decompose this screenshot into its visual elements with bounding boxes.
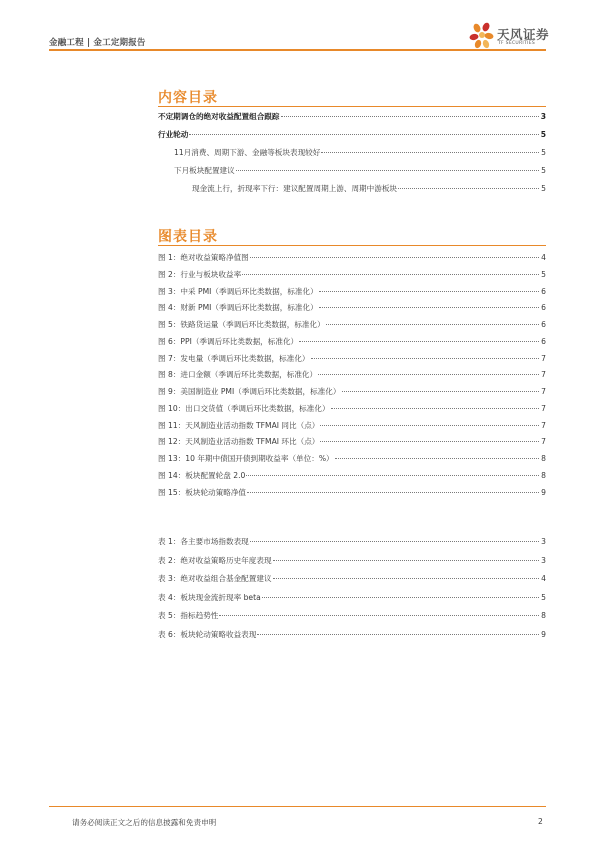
toc-entry-text: 行业轮动 bbox=[158, 130, 189, 139]
toc-leader bbox=[342, 391, 540, 392]
toc-entry-text: 图 1：绝对收益策略净值图 bbox=[158, 253, 249, 262]
toc-page-number: 8 bbox=[541, 470, 546, 480]
toc-entry-text: 图 6：PPI（季调后环比类数据，标准化） bbox=[158, 336, 299, 346]
toc-page-number: 6 bbox=[541, 303, 546, 313]
toc-leader bbox=[326, 324, 539, 325]
toc-page-number: 9 bbox=[541, 629, 546, 639]
toc-page-number: 7 bbox=[541, 353, 546, 363]
toc-leader bbox=[250, 257, 539, 258]
toc-entry[interactable] bbox=[174, 165, 546, 177]
toc-entry[interactable] bbox=[158, 436, 546, 448]
toc-entry-text: 下月板块配置建议 bbox=[174, 166, 235, 175]
footer-divider bbox=[49, 806, 546, 807]
company-logo bbox=[468, 22, 563, 50]
toc-entry[interactable] bbox=[158, 470, 546, 482]
toc-entry-text: 表 2：绝对收益策略历史年度表现 bbox=[158, 555, 272, 565]
toc-leader bbox=[273, 560, 540, 561]
toc-page-number: 6 bbox=[541, 336, 546, 346]
toc-leader bbox=[273, 578, 540, 579]
toc-entry-text: 图 9：美国制造业 PMI（季调后环比类数据，标准化） bbox=[158, 387, 341, 396]
toc-entry[interactable] bbox=[158, 573, 546, 585]
toc-page-number: 7 bbox=[541, 437, 546, 447]
toc-page-number: 3 bbox=[540, 112, 546, 121]
toc-page-number: 7 bbox=[541, 420, 546, 430]
toc-entry-text: 表 4：板块现金流折现率 beta bbox=[158, 592, 261, 602]
toc-entry[interactable] bbox=[158, 302, 546, 314]
toc-page-number: 3 bbox=[541, 555, 546, 565]
toc-leader bbox=[247, 492, 539, 493]
toc-entry-text: 图 3：中采 PMI（季调后环比类数据，标准化） bbox=[158, 286, 318, 296]
toc-page-number: 8 bbox=[541, 454, 546, 463]
toc-entry[interactable] bbox=[158, 629, 546, 641]
report-category: 金融工程 | 金工定期报告 bbox=[49, 38, 146, 48]
toc-leader bbox=[331, 408, 540, 409]
toc-entry-text: 图 7：发电量（季调后环比类数据，标准化） bbox=[158, 353, 310, 363]
toc-leader bbox=[299, 341, 539, 342]
toc-leader bbox=[320, 441, 539, 442]
page-number: 2 bbox=[538, 817, 543, 826]
toc-leader bbox=[311, 358, 540, 359]
toc-page-number: 4 bbox=[541, 574, 546, 583]
toc-page-number: 9 bbox=[541, 487, 546, 497]
toc-page-number: 5 bbox=[540, 130, 546, 139]
toc-entry[interactable] bbox=[158, 319, 546, 331]
toc-page-number: 7 bbox=[541, 403, 546, 413]
toc-page-number: 5 bbox=[541, 148, 546, 157]
contents-title-rule bbox=[158, 106, 546, 107]
toc-leader bbox=[250, 541, 539, 542]
toc-entry[interactable] bbox=[158, 286, 546, 298]
toc-entry-text: 不定期调仓的绝对收益配置组合跟踪 bbox=[158, 112, 280, 121]
toc-entry[interactable] bbox=[158, 336, 546, 348]
toc-leader bbox=[319, 291, 539, 292]
toc-entry[interactable] bbox=[158, 129, 546, 141]
figures-title: 图表目录 bbox=[158, 229, 218, 245]
toc-entry[interactable] bbox=[192, 183, 546, 195]
toc-entry[interactable] bbox=[158, 403, 546, 415]
toc-entry-text: 图 8：进口金额（季调后环比类数据，标准化） bbox=[158, 370, 318, 380]
toc-entry-text: 表 3：绝对收益组合基金配置建议 bbox=[158, 574, 272, 583]
toc-entry-text: 表 1：各主要市场指数表现 bbox=[158, 537, 249, 546]
toc-entry[interactable] bbox=[174, 147, 546, 159]
toc-entry-text: 11月消费、周期下游、金融等板块表现较好 bbox=[174, 148, 321, 157]
toc-page-number: 7 bbox=[541, 387, 546, 396]
figures-title-rule bbox=[158, 245, 546, 246]
toc-entry[interactable] bbox=[158, 487, 546, 499]
toc-entry[interactable] bbox=[158, 111, 546, 123]
toc-leader bbox=[262, 597, 539, 598]
toc-entry-text: 图 12：天风制造业活动指数 TFMAI 环比（点） bbox=[158, 437, 320, 447]
contents-title: 内容目录 bbox=[158, 90, 218, 106]
toc-entry-text: 表 5：指标趋势性 bbox=[158, 611, 219, 620]
toc-entry-text: 图 5：铁路货运量（季调后环比类数据，标准化） bbox=[158, 320, 325, 329]
toc-entry-text: 图 2：行业与板块收益率 bbox=[158, 269, 242, 279]
toc-page-number: 8 bbox=[541, 611, 546, 620]
toc-leader bbox=[281, 116, 539, 117]
toc-entry-text: 表 6：板块轮动策略收益表现 bbox=[158, 629, 257, 639]
toc-leader bbox=[321, 152, 539, 153]
toc-leader bbox=[189, 134, 538, 135]
footer-disclaimer: 请务必阅读正文之后的信息披露和免责申明 bbox=[72, 818, 217, 827]
toc-leader bbox=[257, 634, 539, 635]
toc-leader bbox=[320, 425, 539, 426]
toc-leader bbox=[236, 170, 539, 171]
toc-page-number: 5 bbox=[541, 184, 546, 193]
toc-entry-text: 图 13：10 年期中债国开债到期收益率（单位：%） bbox=[158, 454, 334, 463]
toc-leader bbox=[319, 307, 539, 308]
toc-entry[interactable] bbox=[158, 536, 546, 548]
toc-entry-text: 图 15：板块轮动策略净值 bbox=[158, 487, 247, 497]
logo-name: 天风证券 bbox=[497, 27, 550, 42]
toc-leader bbox=[335, 458, 540, 459]
toc-page-number: 5 bbox=[541, 166, 546, 175]
toc-entry-text: 图 14：板块配置轮盘 2.0 bbox=[158, 470, 246, 480]
toc-page-number: 6 bbox=[541, 320, 546, 329]
toc-entry[interactable] bbox=[158, 592, 546, 604]
logo-subtitle: TF SECURITIES bbox=[498, 41, 536, 46]
toc-entry[interactable] bbox=[158, 353, 546, 365]
toc-entry[interactable] bbox=[158, 610, 546, 622]
toc-entry[interactable] bbox=[158, 555, 546, 567]
toc-leader bbox=[219, 615, 539, 616]
toc-leader bbox=[398, 188, 539, 189]
toc-entry[interactable] bbox=[158, 386, 546, 398]
toc-entry[interactable] bbox=[158, 369, 546, 381]
toc-page-number: 5 bbox=[541, 592, 546, 602]
toc-page-number: 4 bbox=[541, 253, 546, 262]
toc-page-number: 7 bbox=[541, 370, 546, 380]
toc-entry[interactable] bbox=[158, 252, 546, 264]
toc-leader bbox=[318, 374, 539, 375]
toc-entry-text: 现金流上行，折现率下行：建议配置周期上游、周期中游板块 bbox=[192, 184, 398, 193]
toc-entry-text: 图 4：财新 PMI（季调后环比类数据，标准化） bbox=[158, 303, 318, 313]
toc-leader bbox=[242, 274, 539, 275]
header-divider bbox=[49, 49, 546, 51]
toc-page-number: 3 bbox=[541, 537, 546, 546]
toc-page-number: 6 bbox=[541, 286, 546, 296]
toc-entry[interactable] bbox=[158, 269, 546, 281]
toc-page-number: 5 bbox=[541, 269, 546, 279]
toc-entry[interactable] bbox=[158, 453, 546, 465]
logo-flower-icon bbox=[468, 22, 496, 50]
toc-entry-text: 图 11：天风制造业活动指数 TFMAI 同比（点） bbox=[158, 420, 320, 430]
toc-entry-text: 图 10：出口交货值（季调后环比类数据，标准化） bbox=[158, 403, 330, 413]
toc-entry[interactable] bbox=[158, 420, 546, 432]
toc-leader bbox=[246, 475, 539, 476]
